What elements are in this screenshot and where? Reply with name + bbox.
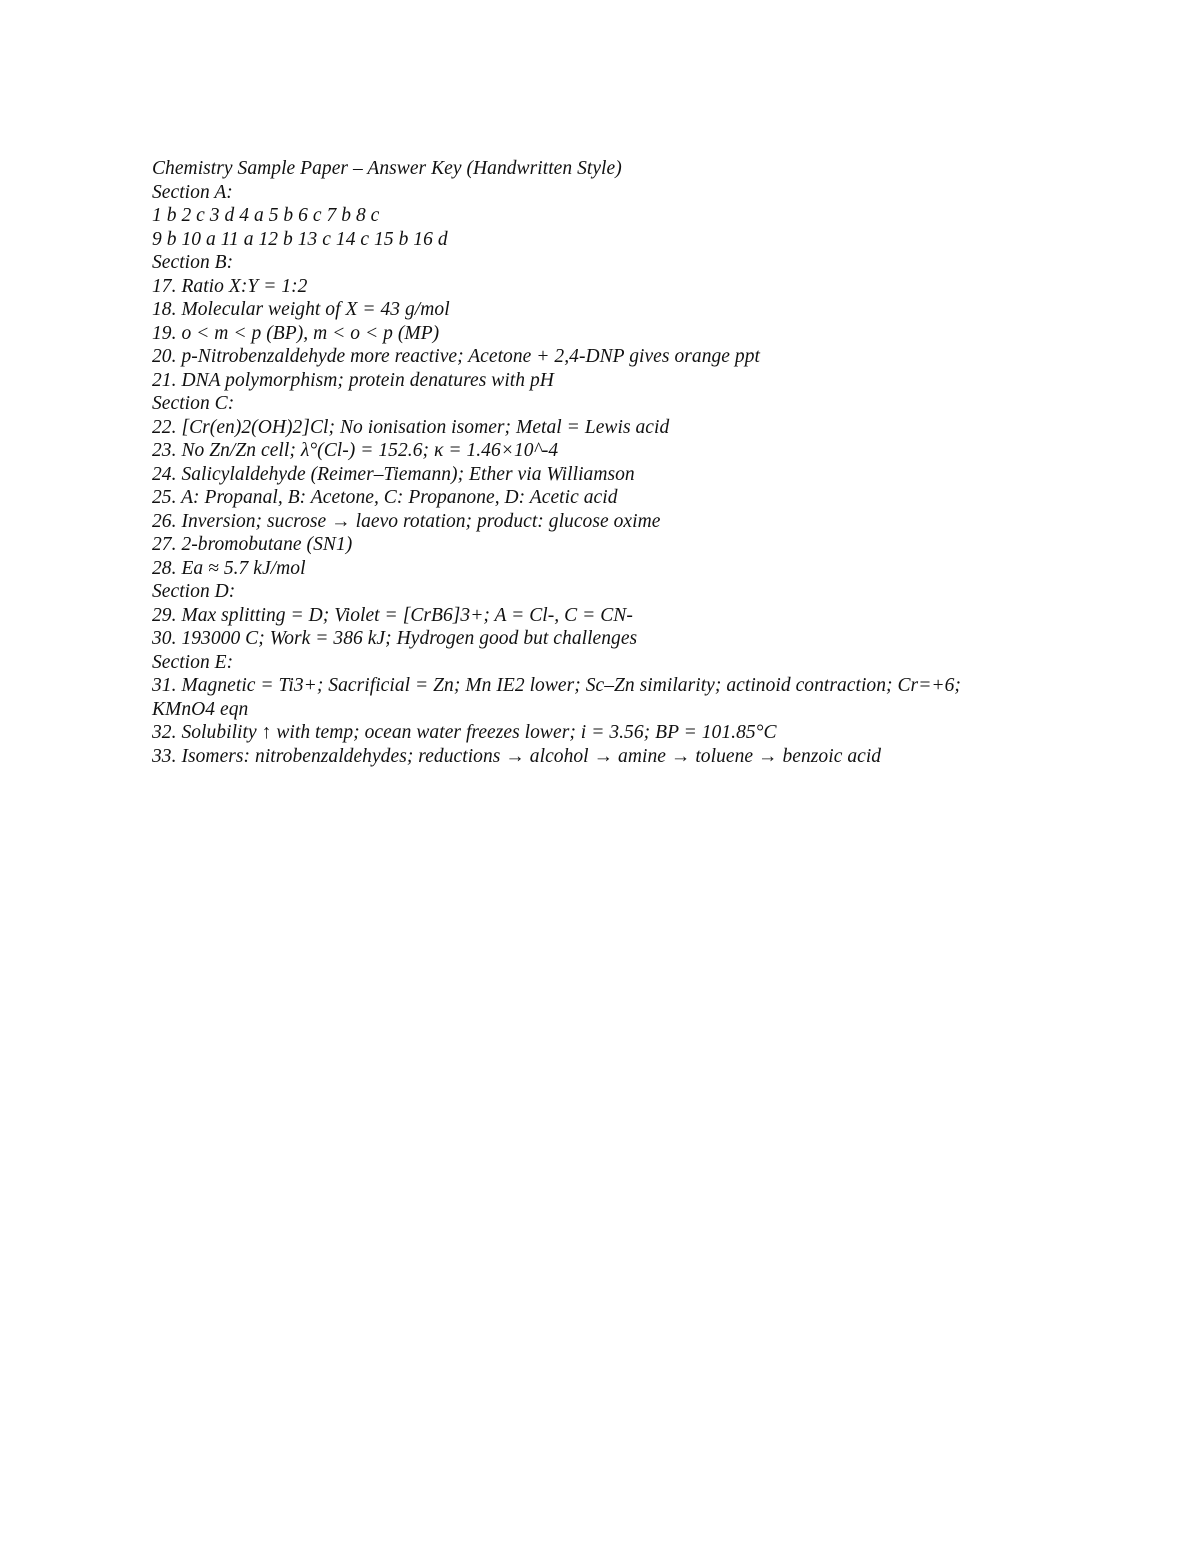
answer-line: 27. 2-bromobutane (SN1) (152, 534, 353, 555)
section-b-heading: Section B: (152, 252, 234, 273)
section-a-heading: Section A: (152, 181, 233, 203)
answer-line: 18. Molecular weight of X = 43 g/mol (152, 299, 450, 320)
answer-line: 17. Ratio X:Y = 1:2 (152, 275, 308, 297)
answer-line: 26. Inversion; sucrose → laevo rotation; product: glucose oxime (152, 510, 661, 532)
answer-line: 32. Solubility ↑ with temp; ocean water freezes lower; i = 3.56; BP = 101.85°C (152, 722, 777, 743)
section-d-heading: Section D: (152, 581, 236, 602)
answer-line: 20. p-Nitrobenzaldehyde more reactive; Acetone + 2,4-DNP gives orange ppt (152, 346, 760, 367)
answer-line: 21. DNA polymorphism; protein denatures with pH (152, 369, 554, 391)
answer-line: 29. Max splitting = D; Violet = [CrB6]3+; A = Cl-, C = CN- (152, 604, 633, 626)
section-e-heading: Section E: (152, 651, 234, 673)
answer-line: 23. No Zn/Zn cell; λ°(Cl-) = 152.6; κ = 1.46×10^-4 (152, 440, 559, 461)
answer-line-continuation: KMnO4 eqn (152, 698, 249, 720)
answer-line: 25. A: Propanal, B: Acetone, C: Propanone, D: Acetic acid (152, 487, 618, 508)
answer-line: 33. Isomers: nitrobenzaldehydes; reductions → alcohol → amine → toluene → benzoic acid (152, 745, 882, 767)
document-title: Chemistry Sample Paper – Answer Key (Handwritten Style) (152, 158, 622, 179)
answer-line: 9 b 10 a 11 a 12 b 13 c 14 c 15 b 16 d (152, 228, 448, 250)
answer-line: 30. 193000 C; Work = 386 kJ; Hydrogen good but challenges (152, 628, 638, 649)
answer-line: 24. Salicylaldehyde (Reimer–Tiemann); Ether via Williamson (152, 463, 635, 485)
answer-line: 28. Ea ≈ 5.7 kJ/mol (152, 557, 306, 579)
answer-key-text (152, 157, 1152, 768)
section-c-heading: Section C: (152, 393, 235, 414)
answer-line: 19. o < m < p (BP), m < o < p (MP) (152, 322, 440, 344)
answer-line: 1 b 2 c 3 d 4 a 5 b 6 c 7 b 8 c (152, 205, 380, 226)
answer-line: 22. [Cr(en)2(OH)2]Cl; No ionisation isomer; Metal = Lewis acid (152, 416, 670, 438)
answer-line: 31. Magnetic = Ti3+; Sacrificial = Zn; Mn IE2 lower; Sc–Zn similarity; actinoid contraction; Cr=+6; (152, 675, 961, 696)
